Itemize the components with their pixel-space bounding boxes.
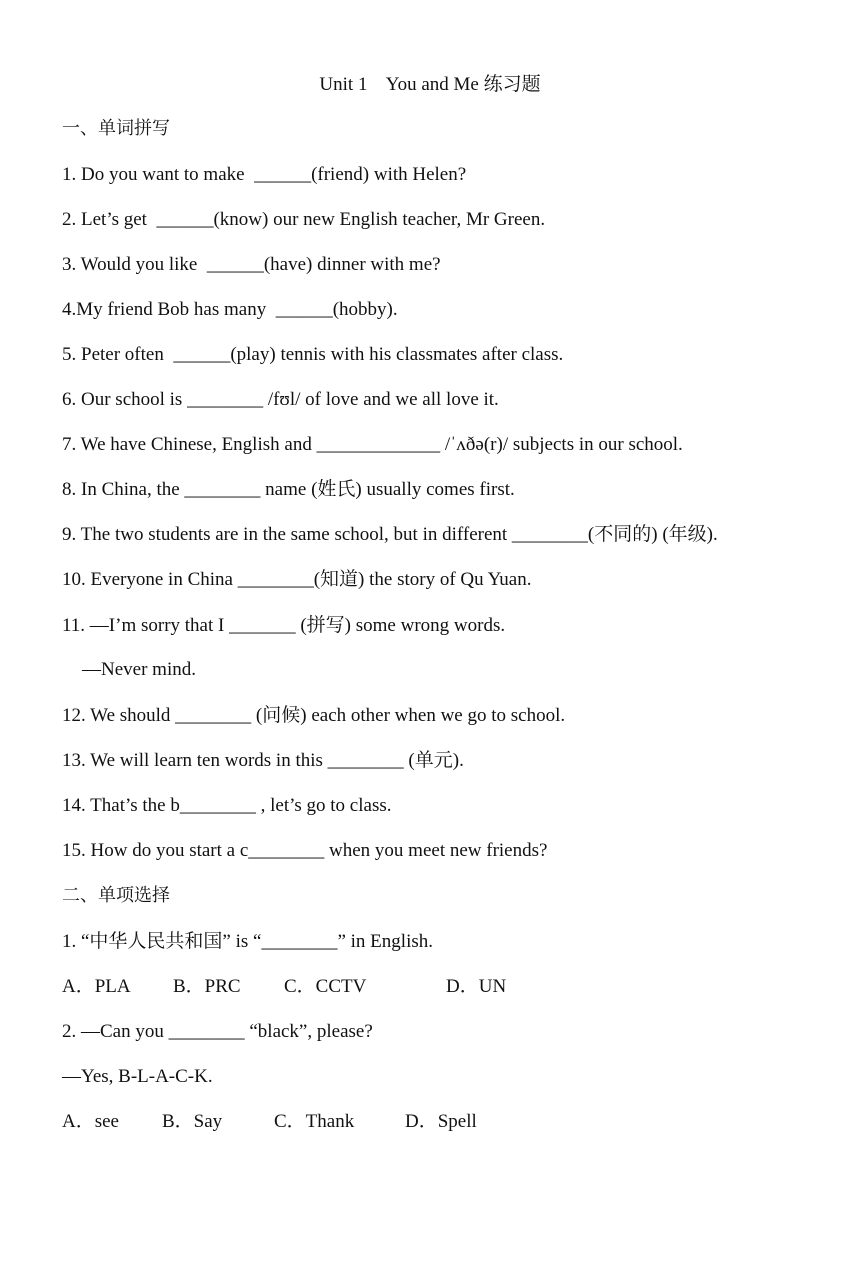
choice-question-stem: 2. —Can you ________ “black”, please? — [62, 1021, 373, 1042]
question-item: 10. Everyone in China ________(知道) the story of Qu Yuan. — [62, 569, 532, 590]
question-item: 8. In China, the ________ name (姓氏) usually comes first. — [62, 479, 515, 500]
choice-option-d: D．UN — [446, 976, 507, 997]
question-item: 7. We have Chinese, English and _____________ /ˈʌðə(r)/ subjects in our school. — [62, 434, 683, 455]
choice-question-reply: —Yes, B-L-A-C-K. — [62, 1066, 213, 1087]
question-item: 6. Our school is ________ /fʊl/ of love and we all love it. — [62, 389, 499, 410]
choice-option-a: A．PLA — [62, 976, 131, 997]
choice-option-b: B．PRC — [173, 976, 241, 997]
choice-question-stem: 1. “中华人民共和国” is “________” in English. — [62, 931, 433, 952]
question-item: 4.My friend Bob has many ______(hobby). — [62, 299, 398, 320]
question-item: 14. That’s the b________ , let’s go to class. — [62, 795, 392, 816]
question-item-reply: —Never mind. — [82, 659, 196, 680]
question-item: 11. —I’m sorry that I _______ (拼写) some wrong words. — [62, 615, 506, 636]
choice-option-d: D．Spell — [405, 1111, 477, 1132]
question-item: 3. Would you like ______(have) dinner with me? — [62, 254, 441, 275]
choice-option-b: B．Say — [162, 1111, 223, 1132]
section-heading-multiple-choice: 二、单项选择 — [62, 885, 170, 906]
page-title: Unit 1 You and Me 练习题 — [319, 74, 541, 95]
choice-option-a: A．see — [62, 1111, 119, 1132]
question-item: 5. Peter often ______(play) tennis with his classmates after class. — [62, 344, 564, 365]
question-item: 12. We should ________ (问候) each other when we go to school. — [62, 705, 566, 726]
question-item: 1. Do you want to make ______(friend) with Helen? — [62, 164, 467, 185]
choice-options — [62, 974, 622, 1000]
choice-option-c: C．Thank — [274, 1111, 355, 1132]
choice-option-c: C．CCTV — [284, 976, 367, 997]
question-item: 9. The two students are in the same school, but in different ________(不同的) (年级). — [62, 524, 718, 545]
choice-options — [62, 1109, 622, 1135]
section-heading-spelling: 一、单词拼写 — [62, 118, 170, 139]
question-item: 13. We will learn ten words in this ________ (单元). — [62, 750, 464, 771]
question-item: 2. Let’s get ______(know) our new English teacher, Mr Green. — [62, 209, 546, 230]
question-item: 15. How do you start a c________ when you meet new friends? — [62, 840, 548, 861]
